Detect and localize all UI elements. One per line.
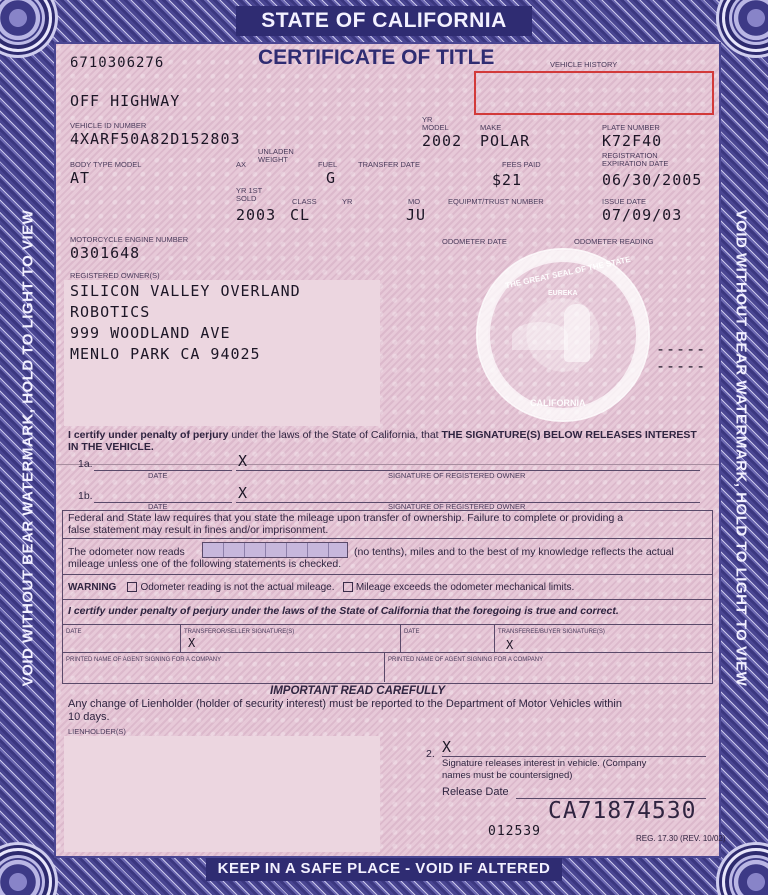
- sig-row-1b-num: 1b.: [78, 490, 93, 502]
- lienholder-label: LIENHOLDER(S): [68, 727, 126, 736]
- make-value: POLAR: [480, 132, 531, 150]
- transfer-date-label: DATE: [66, 629, 82, 635]
- vin-value: 4XARF50A82D152803: [70, 130, 241, 148]
- weight-label: UNLADEN WEIGHT: [258, 147, 294, 164]
- sig-row-1b-x: X: [238, 484, 249, 502]
- engine-label: MOTORCYCLE ENGINE NUMBER: [70, 235, 189, 244]
- important-title: IMPORTANT READ CAREFULLY: [270, 685, 446, 697]
- state-seal: [476, 248, 650, 422]
- sig-date-label: DATE: [148, 471, 168, 480]
- issue-date-label: ISSUE DATE: [602, 197, 647, 206]
- divider: [62, 574, 712, 575]
- rosette-bottom-left: [0, 848, 52, 895]
- owner-line: SILICON VALLEY OVERLAND: [70, 282, 301, 300]
- rosette-top-right: [722, 0, 768, 52]
- certificate-body: [54, 42, 726, 858]
- make-label: MAKE: [480, 123, 502, 132]
- transfer-date-label: DATE: [404, 629, 420, 635]
- state-banner: STATE OF CALIFORNIA: [236, 6, 532, 36]
- release-num: 2.: [426, 748, 435, 760]
- vline: [400, 624, 401, 652]
- release-text: Signature releases interest in vehicle. (Company: [442, 758, 647, 769]
- fees-label: FEES PAID: [502, 160, 541, 169]
- agent-name-label: PRINTED NAME OF AGENT SIGNING FOR A COMPANY: [66, 657, 222, 663]
- reg-form: REG. 17.30 (REV. 10/02): [636, 834, 726, 843]
- body-type-value: AT: [70, 169, 91, 187]
- odometer-date-label: ODOMETER DATE: [442, 237, 507, 246]
- release-x: X: [442, 738, 453, 756]
- owner-line: MENLO PARK CA 94025: [70, 345, 261, 363]
- divider: [62, 624, 712, 625]
- release-line: [442, 756, 706, 757]
- seal-figure-icon: [564, 304, 590, 362]
- buyer-sig-x: X: [506, 638, 515, 652]
- seal-hills-icon: [512, 322, 568, 350]
- odometer-reading-label: ODOMETER READING: [574, 237, 654, 246]
- mo-label: MO: [408, 197, 421, 206]
- serial-number: CA71874530: [548, 798, 697, 824]
- seal-text-bottom: CALIFORNIA: [530, 398, 586, 408]
- warning-row: WARNING Odometer reading is not the actual mileage. Mileage exceeds the odometer mechanical limits.: [68, 582, 575, 593]
- vline: [180, 624, 181, 652]
- certify-statement: I certify under penalty of perjury under the laws of the State of California, that THE SIGNATURE(S) BELOW RELEASES INTEREST IN THE VEHICLE.: [68, 429, 697, 453]
- document-number: 6710306276: [70, 55, 165, 71]
- transfer-date-label: TRANSFER DATE: [358, 160, 420, 169]
- yr-sold-label: YR 1ST SOLD: [236, 186, 263, 203]
- class-label: CLASS: [292, 197, 317, 206]
- agent-name-label: PRINTED NAME OF AGENT SIGNING FOR A COMPANY: [388, 657, 544, 663]
- vline: [384, 652, 385, 682]
- seller-sig-x: X: [188, 636, 197, 650]
- odometer-text: mileage unless one of the following statements is checked.: [68, 558, 342, 570]
- owner-line: 999 WOODLAND AVE: [70, 324, 231, 342]
- certificate-title: CERTIFICATE OF TITLE: [258, 46, 495, 69]
- sig-date-label: DATE: [148, 502, 168, 511]
- yr-label: YR: [342, 197, 353, 206]
- vehicle-type: OFF HIGHWAY: [70, 92, 181, 110]
- fold-line: [56, 464, 719, 465]
- owner-label: REGISTERED OWNER(S): [70, 271, 160, 280]
- mo-value: JU: [406, 206, 427, 224]
- release-date-label: Release Date: [442, 786, 509, 798]
- odometer-not-actual-checkbox[interactable]: [127, 582, 137, 592]
- side-text-right: VOID WITHOUT BEAR WATERMARK, HOLD TO LIGHT TO VIEW: [732, 209, 750, 687]
- odometer-text: (no tenths), miles and to the best of my knowledge reflects the actual: [354, 546, 674, 558]
- seal-text-top: THE GREAT SEAL OF THE STATE: [504, 254, 632, 291]
- fuel-value: G: [326, 169, 337, 187]
- engine-value: 0301648: [70, 244, 141, 262]
- release-text: names must be countersigned): [442, 770, 573, 781]
- important-text: Any change of Lienholder (holder of security interest) must be reported to the Department of Motor Vehicles within: [68, 698, 622, 710]
- vline: [494, 624, 495, 652]
- mileage-exceeds-checkbox[interactable]: [343, 582, 353, 592]
- vehicle-history-label: VEHICLE HISTORY: [550, 60, 618, 69]
- rosette-top-left: [0, 0, 52, 52]
- yr-model-label: YR MODEL: [422, 115, 449, 132]
- fuel-label: FUEL: [318, 160, 338, 169]
- seller-sig-label: TRANSFEROR/SELLER SIGNATURE(S): [184, 629, 295, 635]
- sig-row-1a-num: 1a.: [78, 458, 93, 470]
- footer-banner: KEEP IN A SAFE PLACE - VOID IF ALTERED: [206, 857, 562, 881]
- federal-text: Federal and State law requires that you state the mileage upon transfer of ownership. Failure to complete or providing a: [68, 512, 624, 524]
- fees-value: $21: [492, 171, 523, 189]
- buyer-sig-label: TRANSFEREE/BUYER SIGNATURE(S): [498, 629, 605, 635]
- odometer-dashes: -----: [656, 340, 707, 358]
- sig-owner-label: SIGNATURE OF REGISTERED OWNER: [388, 502, 526, 511]
- certify-2: I certify under penalty of perjury under the laws of the State of California that the foregoing is true and correct.: [68, 605, 619, 617]
- reg-exp-value: 06/30/2005: [602, 171, 703, 189]
- sig-row-1a-x: X: [238, 452, 249, 470]
- yr-model-value: 2002: [422, 132, 463, 150]
- owner-line: ROBOTICS: [70, 303, 151, 321]
- important-text: 10 days.: [68, 711, 110, 723]
- ax-label: AX: [236, 160, 247, 169]
- seal-motto: EUREKA: [548, 290, 578, 297]
- odometer-reading-boxes: [202, 542, 348, 558]
- vehicle-history-box: [474, 71, 714, 115]
- yr-sold-value: 2003: [236, 206, 277, 224]
- federal-text: false statement may result in fines and/or imprisonment.: [68, 524, 329, 536]
- divider: [62, 652, 712, 653]
- divider: [62, 599, 712, 600]
- body-type-label: BODY TYPE MODEL: [70, 160, 142, 169]
- odometer-text: The odometer now reads: [68, 546, 185, 558]
- odometer-dashes: -----: [656, 357, 707, 375]
- class-value: CL: [290, 206, 311, 224]
- plate-value: K72F40: [602, 132, 663, 150]
- vin-label: VEHICLE ID NUMBER: [70, 121, 147, 130]
- equip-label: EQUIPMT/TRUST NUMBER: [448, 197, 544, 206]
- reg-exp-label: REGISTRATION EXPIRATION DATE: [602, 151, 669, 168]
- sig-owner-label: SIGNATURE OF REGISTERED OWNER: [388, 471, 526, 480]
- control-number: 012539: [488, 824, 541, 839]
- plate-label: PLATE NUMBER: [602, 123, 660, 132]
- rosette-bottom-right: [722, 848, 768, 895]
- issue-date-value: 07/09/03: [602, 206, 683, 224]
- divider: [62, 538, 712, 539]
- lienholder-box: [64, 736, 380, 852]
- side-text-left: VOID WITHOUT BEAR WATERMARK, HOLD TO LIGHT TO VIEW: [19, 209, 37, 687]
